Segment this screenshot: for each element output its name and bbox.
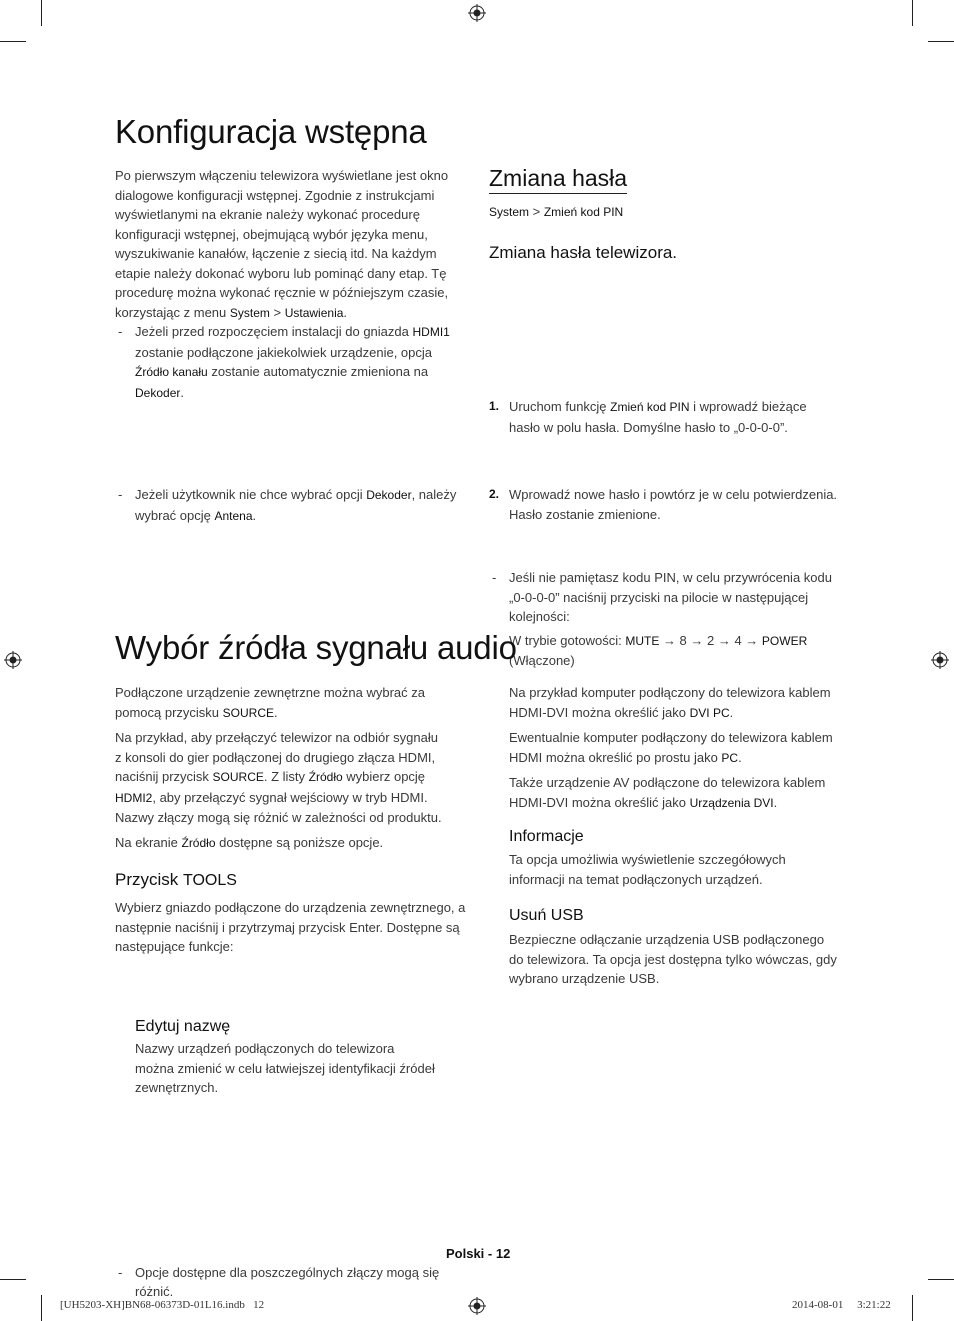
dash-bullet: - [492,570,497,585]
menu-keyword: Dekoder [135,385,181,400]
text-line: dialogowe konfiguracji wstępnej. Zgodnie z instrukcjami [115,187,435,203]
text-line [115,833,470,854]
menu-keyword: DVI PC [689,705,730,720]
text: . [180,384,184,400]
text-line: (Włączone) [509,653,575,668]
text-line: Hasło zostanie zmienione. [509,506,661,522]
text: , aby przełączyć sygnał wejściowy w tryb HDMI. [152,789,428,805]
text: wybierz opcję [342,769,426,784]
text-line: zewnętrznych. [135,1080,219,1095]
text: , należy [411,487,457,502]
text-line [509,631,864,652]
crop-mark [41,0,42,26]
text-line: z konsoli do gier podłączonej do drugiego złącza HDMI, [115,749,436,765]
section-title: Konfiguracja wstępna [115,113,427,150]
text-line: Bezpieczne odłączanie urządzenia USB podłączonego [509,932,825,947]
file-info: [UH5203-XH]BN68-06373D-01L16.indb 12 [60,1299,265,1311]
text-line: Jeśli nie pamiętasz kodu PIN, w celu przywrócenia kodu [509,570,832,585]
crop-mark [41,1295,42,1321]
text: HDMI-DVI można określić jako [509,704,690,720]
breadcrumb [489,202,623,223]
option-title: Usuń USB [509,907,584,924]
text: Uruchom funkcję [509,399,611,414]
text-line: procedurę można wykonać ręcznie w późniejszym czasie, [115,285,449,300]
text-line [135,485,490,506]
text-line: konfiguracji wstępnej, obejmującą wybór języka menu, [115,226,428,242]
text-line [115,788,470,809]
text-line: zostanie podłączone jakiekolwiek urządzenie, opcja [135,344,433,360]
menu-keyword: Dekoder [366,488,412,502]
text-line: hasło w polu hasła. Domyślne hasło to „0-0-0-0”. [509,419,788,435]
text: i wprowadź bieżące [689,399,807,414]
text-line: do telewizora. Ta opcja jest dostępna tylko wówczas, gdy [509,951,837,967]
registration-mark-icon [468,4,486,22]
text-line [509,793,864,814]
menu-keyword: Urządzenia DVI [689,795,774,810]
text-line: Na przykład komputer podłączony do telewizora kablem [509,685,831,700]
text: . [343,304,348,320]
text-line: następnie naciśnij i przytrzymaj przycisk Enter. Dostępne są [115,919,460,935]
text: W trybie gotowości: [509,632,626,648]
text-line: Nazwy złączy mogą się różnić w zależności od produktu. [115,810,442,825]
key-sequence: → 8 → 2 → 4 → [659,632,762,648]
text: Jeżeli użytkownik nie chce wybrać opcji [135,487,367,502]
breadcrumb-item: Zmień kod PIN [543,205,624,219]
text-line: „0-0-0-0” naciśnij przyciski na pilocie w następującej [509,589,809,605]
text-line: Po pierwszym włączeniu telewizora wyświetlane jest okno [115,168,449,183]
text: Na ekranie [115,834,182,850]
text-line [509,748,864,769]
section-title-text: Zmiana hasła [489,165,627,194]
info-paragraph [509,850,864,889]
remote-key: SOURCE [212,770,264,784]
text: . Z listy [263,769,309,784]
text-line: Opcje dostępne dla poszczególnych złączy mogą się [135,1264,440,1280]
dash-bullet: - [118,1264,123,1280]
menu-keyword: System [229,305,270,320]
text-line: wyszukiwanie kanałów, łączenie z siecią itd. Na każdym [115,246,437,261]
text-line: Także urządzenie AV podłączone do telewizora kablem [509,775,826,790]
text-line: kolejności: [509,609,570,624]
left-column [115,683,470,853]
tools-note [115,1263,490,1302]
option-title: Informacje [509,828,584,845]
text-line: Nazwy urządzeń podłączonych do telewizora [135,1041,395,1056]
subsection-title [115,870,237,890]
note-decoder [115,485,490,526]
text: HDMI można określić po prostu jako [509,749,722,765]
menu-keyword: Źródło [308,770,343,784]
text: naciśnij przycisk [115,769,213,784]
text-line [135,383,490,404]
note-pin-reset [489,568,864,671]
breadcrumb-item: System [489,205,530,219]
text: Jeżeli przed rozpoczęciem instalacji do gniazda [135,324,413,339]
print-date: 2014-08-01 3:21:22 [792,1299,891,1311]
text: dostępne są poniższe opcje. [215,834,384,850]
text: HDMI-DVI można określić jako [509,794,690,810]
menu-keyword: Antena [214,508,253,523]
menu-keyword: HDMI1 [412,325,450,339]
text: pomocą przycisku [115,704,223,720]
section-title: Wybór źródła sygnału audio [115,629,517,666]
step-number: 1. [489,399,500,413]
text: zostanie automatycznie zmieniona na [207,364,429,379]
crop-mark [912,1295,913,1321]
text-line: informacji na temat podłączonych urządzeń. [509,871,763,887]
text-line [509,397,864,418]
menu-keyword: PC [721,750,739,765]
text-line [115,303,470,324]
menu-keyword: Ustawienia [284,305,344,320]
text-line [509,703,864,724]
section-title [489,165,627,194]
breadcrumb-separator: > [529,204,544,219]
text: korzystając z menu [115,304,230,320]
remote-key: SOURCE [222,705,274,720]
crop-mark [928,41,954,42]
remote-key: MUTE [625,633,660,648]
remote-key: TOOLS [183,872,237,889]
text-line [135,362,490,383]
text-line: wybrano urządzenie USB. [509,971,660,986]
text: . [252,507,257,523]
crop-mark [0,41,26,42]
text-line: Wprowadź nowe hasło i powtórz je w celu potwierdzenia. [509,487,838,502]
text-line [115,767,470,788]
text: Przycisk [115,870,183,889]
text-line: różnić. [135,1284,174,1299]
note-hdmi1 [115,322,490,403]
menu-keyword: Źródło kanału [135,365,208,379]
text: . [274,704,278,720]
text-line: można zmienić w celu łatwiejszej identyfikacji źródeł [135,1060,435,1076]
registration-mark-icon [931,651,949,669]
menu-keyword: HDMI2 [115,790,153,805]
dash-bullet: - [118,487,123,502]
text-line: etapie należy dokonać wyboru lub pominąć dany etap. Tę [115,265,447,281]
page-number: Polski - 12 [446,1246,511,1261]
text: . [773,794,778,810]
step-2 [489,485,864,524]
text-line: Wybierz gniazdo podłączone do urządzenia zewnętrznego, a [115,900,466,915]
step-number: 2. [489,487,500,501]
edit-name-paragraph [135,1039,470,1098]
text-line: wyświetlanymi na ekranie należy wykonać procedurę [115,207,420,222]
remote-key: POWER [761,633,808,648]
text-line [115,703,470,724]
menu-keyword: Źródło [181,835,216,850]
step-1 [489,397,864,437]
text-line: Na przykład, aby przełączyć telewizor na odbiór sygnału [115,730,438,745]
separator: > [269,304,285,320]
option-title: Edytuj nazwę [135,1018,231,1035]
subsection-title: Zmiana hasła telewizora. [489,243,678,262]
menu-keyword: Zmień kod PIN [610,400,690,414]
text-line: Podłączone urządzenie zewnętrzne można wybrać za [115,685,426,700]
usb-paragraph [509,930,869,989]
dash-bullet: - [118,324,123,339]
crop-mark [0,1279,26,1280]
text-line: Ewentualnie komputer podłączony do telewizora kablem [509,730,833,745]
text: . [729,704,734,720]
registration-mark-icon [4,651,22,669]
crop-mark [928,1279,954,1280]
crop-mark [912,0,913,26]
tools-paragraph [115,898,475,957]
text-line: Ta opcja umożliwia wyświetlenie szczegółowych [509,852,786,867]
text: wybrać opcję [135,507,215,523]
text: . [738,749,742,765]
text-line [135,322,490,343]
right-column [509,683,864,813]
intro-paragraph [115,166,470,323]
text-line [135,506,490,527]
text-line: następujące funkcje: [115,939,234,954]
